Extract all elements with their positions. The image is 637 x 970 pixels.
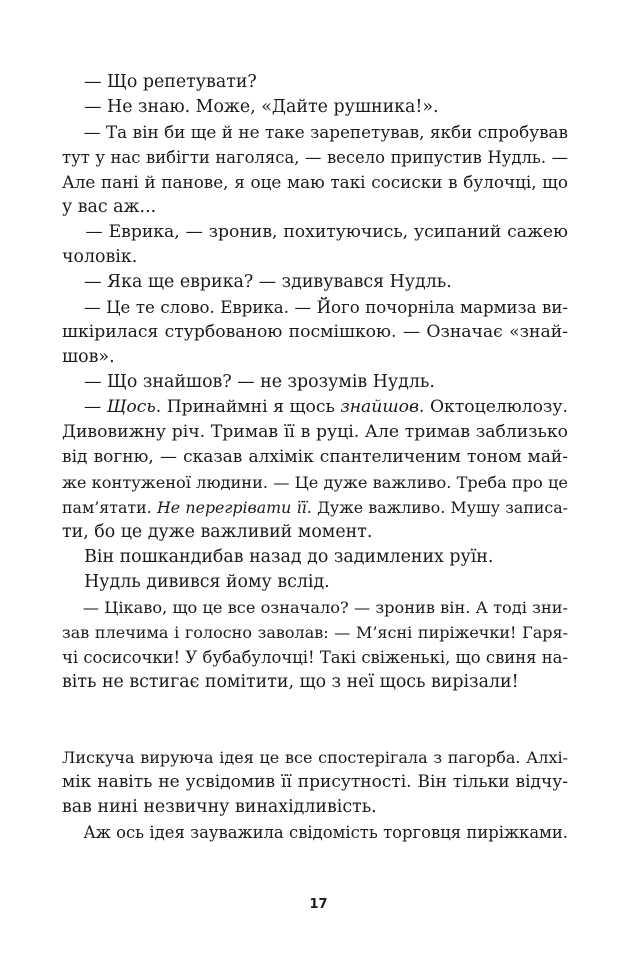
text-segment: . Дуже важливо. Мушу записа- — [306, 498, 568, 517]
text-line: віть не встигає помітити, що з неї щось вирізали! — [62, 672, 519, 692]
text-line: чоловік. — [62, 247, 138, 267]
text-segment: . Октоцелюлозу. — [418, 397, 568, 417]
text-line: Нудль дивився йому вслід. — [62, 572, 330, 592]
text-line: тут у нас вибігти наголяса, — весело припустив Нудль. — — [62, 148, 568, 167]
text-line: же контуженої людини. — Це дуже важливо. Треба про це — [62, 473, 568, 492]
text-line: шов». — [62, 347, 115, 367]
text-line: Але пані й панове, я оце маю такі сосиски в булочці, що — [62, 172, 568, 192]
page-number: 17 — [309, 897, 328, 912]
text-line: — Що репетувати? — [62, 72, 257, 92]
text-line: — Це те слово. Еврика. — Його почорніла мармиза ви- — [62, 298, 568, 317]
text-line: — Яка ще еврика? — здивувався Нудль. — [62, 272, 452, 292]
text-line: Аж ось ідея зауважила свідомість торговця пиріжками. — [62, 823, 568, 842]
italic-phrase: Не перегрівати її — [156, 498, 307, 517]
text-line: мік навіть не усвідомив її присутності. Він тільки відчу- — [62, 772, 568, 792]
text-line: шкірилася стурбованою посмішкою. — Означає «знай- — [62, 322, 568, 342]
text-line: ти, бо це дуже важливий момент. — [62, 522, 373, 542]
text-line: Дивовижну річ. Тримав її в руці. Але тримав заблизько — [62, 422, 568, 442]
text-line: — Що знайшов? — не зрозумів Нудль. — [62, 372, 435, 392]
text-line: від вогню, — сказав алхімік спантеличеним тоном май- — [62, 447, 568, 467]
text-line: — Цікаво, що це все означало? — зронив він. А тоді зни- — [62, 598, 568, 617]
text-segment: . Принаймні я щось — [155, 397, 341, 417]
text-line: Він пошкандибав назад до задимлених руїн. — [62, 547, 494, 567]
text-line: чі сосисочки! У бубабулочці! Такі свіженькі, що свиня на- — [62, 648, 568, 667]
text-line: — Еврика, — зронив, похитуючись, усипаний сажею — [62, 222, 568, 242]
text-line: вав нині незвичну винахідливість. — [62, 797, 377, 817]
text-line: зав плечима і голосно заволав: — М’ясні пиріжечки! Гаря- — [62, 623, 568, 642]
text-segment: пам’ятати. — [62, 498, 157, 517]
text-line: Лискуча вируюча ідея це все спостерігала з пагорба. Алхі- — [62, 748, 568, 767]
text-line: у вас аж... — [62, 197, 157, 217]
text-line — [62, 495, 568, 520]
text-segment: — — [62, 397, 107, 417]
italic-word: Щось — [106, 397, 156, 417]
text-line: — Та він би ще й не таке зарепетував, якби спробував — [62, 122, 568, 142]
text-line: — Не знаю. Може, «Дайте рушника!». — [62, 97, 439, 117]
italic-word: знайшов — [340, 397, 419, 417]
text-line — [62, 395, 568, 420]
